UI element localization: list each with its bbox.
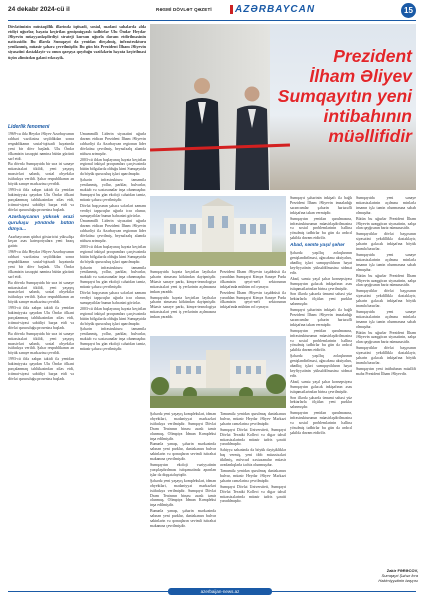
paragraph: 1969-cu ildə Heydər Əliyev Azərbaycanın rəhbəri vəzifəsinə seçildikdən sonra respublikanın sosial-iqtisadi həyatında yeni bir dövr başladı. Ulu Öndər ölkəmizin tərəqqisi naminə bütün gücünü sərf etdi. bbox=[8, 250, 74, 279]
paragraph: Sumqayıtda yeni sənaye müəssisələrinin açılması minlərlə insanın işlə təmin olunmasına səbəb olmuşdur. bbox=[356, 196, 416, 215]
paragraph: Sumqayıt Dövlət Universiteti, Sumqayıt Dövlət Texniki Kolleci və digər təhsil müəssisələrində müasir tədris şəraiti yaradılmışdır. bbox=[220, 427, 286, 447]
paragraph: Şəhərdə yeni yaşayış kompleksləri, idman obyektləri, mədəniyyət mərkəzləri istifadəyə verilmişdir. Sumqayıt Dövlət Dram Teatrının binası əsaslı təmir olunmuş, Olimpiya İdman Kompleksi inşa edilmişdir. bbox=[150, 478, 216, 508]
headline bbox=[262, 46, 412, 146]
paragraph: Bütün bu uğurlar Prezident İlham Əliyevin uzaqgörən siyasətinin, xalqa olan qayğısının bariz nümunəsidir. bbox=[356, 273, 416, 288]
paragraph: Sumqayıt şəhərinin inkişafı ilə bağlı Prezident İlham Əliyevin imzaladığı sərəncamlar şəhərin hərtərəfli inkişafına təkan vermişdir. bbox=[290, 308, 352, 327]
paragraph: Bu dövrdə Sumqayıtda bir sıra iri sənaye müəssisələri tikildi, yeni yaşayış massivləri salındı, sosial obyektlər istifadəyə verildi. Şəhər respublikanın ən böyük sənaye mərkəzinə çevrildi. bbox=[8, 331, 74, 356]
paragraph: Sumqayıtlılar dövlət başçısının siyasətini yekdilliklə dəstəkləyir, şəhərin gələcək inkişafına böyük inamla baxırlar. bbox=[356, 289, 416, 309]
article-column-4 bbox=[220, 270, 286, 332]
park-photo bbox=[150, 336, 286, 408]
paragraph: Dövlət başçısının şəhərə səfərləri zamanı verdiyi tapşırıqlar uğurla icra olunur, sumqayıtlılar bunun bəhrəsini görürlər. bbox=[80, 203, 146, 218]
paragraph: Prezident İlham Əliyevin təşəbbüsü ilə yaradılan Sumqayıt Kimya Sənaye Parkı ölkəmizin qeyri-neft sektorunun inkişafında mühüm rol oynayır. bbox=[220, 290, 286, 310]
paragraph: Şəhərdə yaşıllıq zolaqlarının genişləndirilməsi, ağacəkmə aksiyaları, abadlıq işləri sumqayıtlıların həyat keyfiyyətinin yüksəldilməsinə xidmət edir. bbox=[290, 251, 352, 275]
paragraph: Şəhərin infrastrukturu tamamilə yenilənmiş, yollar, parklar, bulvarlar, məktəb və xəstəxanalar inşa olunmuşdur. Sumqayıt bu gün ekoloji cəhətdən təmiz, müasir şəhərə çevrilmişdir. bbox=[80, 327, 146, 352]
issue-date: 24 dekabr 2024-cü il bbox=[8, 6, 70, 13]
article-column-6 bbox=[220, 412, 286, 580]
paragraph: Sumqayıtın yenidən qurulmasına, infrastrukturunun müasirləşdirilməsinə və sosial problemlərinin həllinə yönəlmiş tədbirlər bu gün də ardıcıl şəkildə davam etdirilir. bbox=[290, 411, 352, 435]
paragraph: Bütün bu uğurlar Prezident İlham Əliyevin uzaqgörən siyasətinin, xalqa olan qayğısının bariz nümunəsidir. bbox=[356, 216, 416, 231]
masthead bbox=[8, 5, 416, 19]
paragraph: Abad, səmtə yaşıl şəhər konsepsiyası Sumqayıtın gələcək inkişafının əsas istiqamətlərindən birinə çevrilmişdir. bbox=[290, 379, 352, 394]
paragraph: 2003-cü ildən başlayaraq həyata keçirilən regional inkişaf proqramları çərçivəsində bütün bölgələrdə olduğu kimi Sumqayıtda da böyük quruculuq işləri aparılmışdır. bbox=[80, 244, 146, 264]
paper-subtitle: RƏSMİ DÖVLƏT QƏZETİ bbox=[156, 7, 212, 12]
paragraph: Sumqayıtda həyata keçirilən layihələr şəhərin simasını kökündən dəyişmişdir. Müasir sənaye parkı, kimya-texnologiya müəssisələri yeni iş yerlərinin açılmasına imkan yaradıb. bbox=[150, 295, 216, 320]
author-byline bbox=[368, 568, 418, 583]
paragraph: Sumqayıtın ekoloji vəziyyətinin yaxşılaşdırılması istiqamətində aparılan işlər də diqqətəlayiqdir. bbox=[150, 463, 216, 477]
paragraph: Tamamilə yenidən qurulmuş dənizkənarı bulvar, müasir Heydər Əliyev Mərkəzi şəhərin rəmzlərinə çevrilmişdir. bbox=[220, 412, 286, 426]
paragraph: 2003-cü ildən başlayaraq həyata keçirilən regional inkişaf proqramları çərçivəsində bütün bölgələrdə olduğu kimi Sumqayıtda da böyük quruculuq işləri aparılmışdır. bbox=[80, 306, 146, 326]
header-divider bbox=[8, 20, 416, 21]
paragraph: Sumqayıt şəhərinin inkişafı ilə bağlı Prezident İlham Əliyevin imzaladığı sərəncamlar şəhərin hərtərəfli inkişafına təkan vermişdir. bbox=[290, 196, 352, 215]
brand-logo bbox=[230, 4, 315, 15]
paragraph: Sumqayıtlılar dövlət başçısının siyasətini yekdilliklə dəstəkləyir, şəhərin gələcək inkişafına böyük inamla baxırlar. bbox=[356, 346, 416, 365]
paragraph: Şəhərdə yaşıllıq zolaqlarının genişləndirilməsi, ağacəkmə aksiyaları, abadlıq işləri sumqayıtlıların həyat keyfiyyətinin yüksəldilməsinə xidmət edir. bbox=[290, 354, 352, 378]
paragraph: 1993-cü ildə xalqın təkidi ilə yenidən hakimiyyətə qayıdan Ulu Öndər ölkəni parçalanmaq təhlükəsindən xilas etdi, ictimai-siyasi sabitliyi bərpa etdi və dövlət quruculuğu prosesinə başladı. bbox=[8, 357, 74, 381]
building-photo bbox=[150, 196, 286, 266]
article-column-7 bbox=[290, 196, 352, 576]
headline-line: müəllifidir bbox=[328, 126, 412, 146]
paragraph: Sumqayıtlılar dövlət başçısının siyasətini yekdilliklə dəstəkləyir, şəhərin gələcək inkişafına böyük inamla baxırlar. bbox=[356, 232, 416, 252]
article-column-2 bbox=[80, 132, 146, 590]
paragraph: Bütün bu uğurlar Prezident İlham Əliyevin uzaqgörən siyasətinin, xalqa olan qayğısının bariz nümunəsidir. bbox=[356, 330, 416, 345]
paragraph: Şəhərdə yeni yaşayış kompleksləri, idman obyektləri, mədəniyyət mərkəzləri istifadəyə verilmişdir. Sumqayıt Dövlət Dram Teatrının binası əsaslı təmir olunmuş, Olimpiya İdman Kompleksi inşa edilmişdir. bbox=[150, 412, 216, 441]
paragraph: Sumqayıtda yeni sənaye müəssisələrinin açılması minlərlə insanın işlə təmin olunmasına səbəb olmuşdur. bbox=[356, 252, 416, 272]
brand-name: AZƏRBAYCAN bbox=[235, 4, 316, 15]
paragraph: Şəhərin infrastrukturu tamamilə yenilənmiş, yollar, parklar, bulvarlar, məktəb və xəstəxanalar inşa olunmuşdur. Sumqayıt bu gün ekoloji cəhətdən təmiz, müasir şəhərə çevrilmişdir. bbox=[80, 178, 146, 202]
paragraph: Abad, səmtə yaşıl şəhər konsepsiyası Sumqayıtın gələcək inkişafının əsas istiqamətlərindən birinə çevrilmişdir. bbox=[290, 276, 352, 291]
headline-line: Prezident bbox=[333, 46, 412, 66]
paragraph: Sumqayıtın yenidən qurulmasına, infrastrukturunun müasirləşdirilməsinə və sosial problemlərinin həllinə yönəlmiş tədbirlər bu gün də ardıcıl şəkildə davam etdirilir. bbox=[290, 216, 352, 241]
article-column-5 bbox=[150, 412, 216, 580]
building-illustration-icon bbox=[150, 196, 286, 266]
paragraph: Bu dövrdə Sumqayıtda bir sıra iri sənaye müəssisələri tikildi, yeni yaşayış massivləri salındı, sosial obyektlər istifadəyə verildi. Şəhər respublikanın ən böyük sənaye mərkəzinə çevrildi. bbox=[8, 162, 74, 187]
paragraph: 1969-cu ildə Heydər Əliyev Azərbaycanın rəhbəri vəzifəsinə seçildikdən sonra respublikanın sosial-iqtisadi həyatında yeni bir dövr başladı. Ulu Öndər ölkəmizin tərəqqisi naminə bütün gücünü sərf etdi. bbox=[8, 132, 74, 161]
brand-mark-icon bbox=[230, 5, 233, 14]
paragraph: 1993-cü ildə xalqın təkidi ilə yenidən hakimiyyətə qayıdan Ulu Öndər ölkəni parçalanmaq təhlükəsindən xilas etdi, ictimai-siyasi sabitliyi bərpa etdi və dövlət quruculuğu prosesinə başladı. bbox=[8, 306, 74, 330]
section-heading: Abad, səmtə yaşıl şəhər bbox=[290, 243, 345, 249]
paragraph: Bununla yanaşı, şəhərin mərkəzində salınan yeni parklar, dənizkənarı bulvar sakinlərin və qonaqların sevimli istirahət məkanına çevrilmişdir. bbox=[150, 509, 216, 528]
paragraph: 2003-cü ildən başlayaraq həyata keçirilən regional inkişaf proqramları çərçivəsində bütün bölgələrdə olduğu kimi Sumqayıtda da böyük quruculuq işləri aparılmışdır. bbox=[80, 157, 146, 177]
paragraph: Sumqayıtda həyata keçirilən layihələr şəhərin simasını kökündən dəyişmişdir. Müasir sənaye parkı, kimya-texnologiya müəssisələri yeni iş yerlərinin açılmasına imkan yaradıb. bbox=[150, 270, 216, 294]
main-photo bbox=[150, 24, 416, 190]
website-link[interactable]: azerbaijan-news.az bbox=[168, 588, 272, 595]
paragraph: Son illərdə şəhərdə ümumi sahəsi yüz hektarlarla ölçülən yeni parklar salınmışdır. bbox=[290, 292, 352, 307]
page-number: 15 bbox=[401, 3, 416, 18]
headline-line: İlham Əliyev bbox=[309, 66, 412, 86]
headline-line: intibahının bbox=[323, 106, 412, 126]
headline-line: Sumqayıtın yeni bbox=[277, 86, 412, 106]
paragraph: Azərbaycanın qüdrət göstəricisi yüksəlişə keçən əsas kateqoriyalara yeni baxış gətirir. bbox=[8, 234, 74, 249]
paragraph: Sumqayıt Dövlət Universiteti, Sumqayıt Dövlət Texniki Kolleci və digər təhsil müəssisələrində müasir tədris şəraiti yaradılmışdır. bbox=[220, 484, 286, 504]
paragraph: Tamamilə yenidən qurulmuş dənizkənarı bulvar, müasir Heydər Əliyev Mərkəzi şəhərin rəmzlərinə çevrilmişdir. bbox=[220, 468, 286, 483]
section-heading: Azərbaycanın yüksək ərazi quruluşu yönündə bütün dünya... bbox=[8, 214, 74, 232]
paragraph: Sumqayıtın yeni intibahının müəllifi məhz Prezident İlham Əliyevdir. bbox=[356, 366, 416, 376]
paragraph: Ümummilli Liderin siyasətini uğurla davam etdirən Prezident İlham Əliyevin rəhbərliyi ilə Azərbaycan regionun lider dövlətinə çevrilmiş, beynəlxalq aləmdə nüfuzu artmışdır. bbox=[80, 219, 146, 244]
paragraph: Səhiyyə sahəsində də böyük dəyişikliklər baş vermiş, yeni tibb müəssisələri tikilmiş, mövcud xəstəxanalar müasir avadanlıqlarla təchiz olunmuşdur. bbox=[220, 448, 286, 468]
park-illustration-icon bbox=[150, 336, 286, 408]
article-column-1 bbox=[8, 132, 74, 590]
author-role: Sumqayıt Şəhər İcra Hakimiyyətinin başçısı bbox=[378, 573, 418, 583]
lead-paragraph: Dövlətimizin müstəqillik illərində iqtisadi, sosial, mədəni sahələrdə əldə etdiyi uğurlar, həyata keçirilən genişmiqyaslı tədbirlər Ulu Öndər Heydər Əliyevin müəyyənləşdirdiyi strateji kursun uğurla davam etdirilməsinin nəticəsidir. Bu illərdə Sumqayıt da yenidən dirçəlmiş, infrastrukturu yenilənmiş, müasir şəhərə çevrilmişdir. Bu gün biz Prezident İlham Əliyevin siyasətini dəstəkləyir və onun qarşıya qoyduğu vəzifələrin həyata keçirilməsi üçün əlimizdən gələni edəcəyik. bbox=[8, 24, 146, 60]
paragraph: 1993-cü ildə xalqın təkidi ilə yenidən hakimiyyətə qayıdan Ulu Öndər ölkəni parçalanmaq təhlükəsindən xilas etdi, ictimai-siyasi sabitliyi bərpa etdi və dövlət quruculuğu prosesinə başladı. bbox=[8, 187, 74, 212]
article-column-3 bbox=[150, 270, 216, 332]
paragraph: Prezident İlham Əliyevin təşəbbüsü ilə yaradılan Sumqayıt Kimya Sənaye Parkı ölkəmizin qeyri-neft sektorunun inkişafında mühüm rol oynayır. bbox=[220, 270, 286, 289]
paragraph: Dövlət başçısının şəhərə səfərləri zamanı verdiyi tapşırıqlar uğurla icra olunur, sumqayıtlılar bunun bəhrəsini görürlər. bbox=[80, 291, 146, 305]
paragraph: Şəhərin infrastrukturu tamamilə yenilənmiş, yollar, parklar, bulvarlar, məktəb və xəstəxanalar inşa olunmuşdur. Sumqayıt bu gün ekoloji cəhətdən təmiz, müasir şəhərə çevrilmişdir. bbox=[80, 265, 146, 290]
page-footer bbox=[8, 588, 416, 596]
paragraph: Ümummilli Liderin siyasətini uğurla davam etdirən Prezident İlham Əliyevin rəhbərliyi ilə Azərbaycan regionun lider dövlətinə çevrilmiş, beynəlxalq aləmdə nüfuzu artmışdır. bbox=[80, 132, 146, 156]
paragraph: Sumqayıtda yeni sənaye müəssisələrinin açılması minlərlə insanın işlə təmin olunmasına səbəb olmuşdur. bbox=[356, 309, 416, 329]
paragraph: Sumqayıtın yenidən qurulmasına, infrastrukturunun müasirləşdirilməsinə və sosial problemlərinin həllinə yönəlmiş tədbirlər bu gün də ardıcıl şəkildə davam etdirilir. bbox=[290, 328, 352, 353]
author-name: Zakir FƏRƏCOV, bbox=[386, 568, 418, 573]
article-column-8 bbox=[356, 196, 416, 566]
person-figure-icon bbox=[180, 74, 224, 190]
paragraph: Bununla yanaşı, şəhərin mərkəzində salınan yeni parklar, dənizkənarı bulvar sakinlərin və qonaqların sevimli istirahət məkanına çevrilmişdir. bbox=[150, 442, 216, 462]
paragraph: Son illərdə şəhərdə ümumi sahəsi yüz hektarlarla ölçülən yeni parklar salınmışdır. bbox=[290, 395, 352, 410]
paragraph: Bu dövrdə Sumqayıtda bir sıra iri sənaye müəssisələri tikildi, yeni yaşayış massivləri salındı, sosial obyektlər istifadəyə verildi. Şəhər respublikanın ən böyük sənaye mərkəzinə çevrildi. bbox=[8, 280, 74, 305]
section-heading: Liderlik fenomeni bbox=[8, 124, 50, 130]
